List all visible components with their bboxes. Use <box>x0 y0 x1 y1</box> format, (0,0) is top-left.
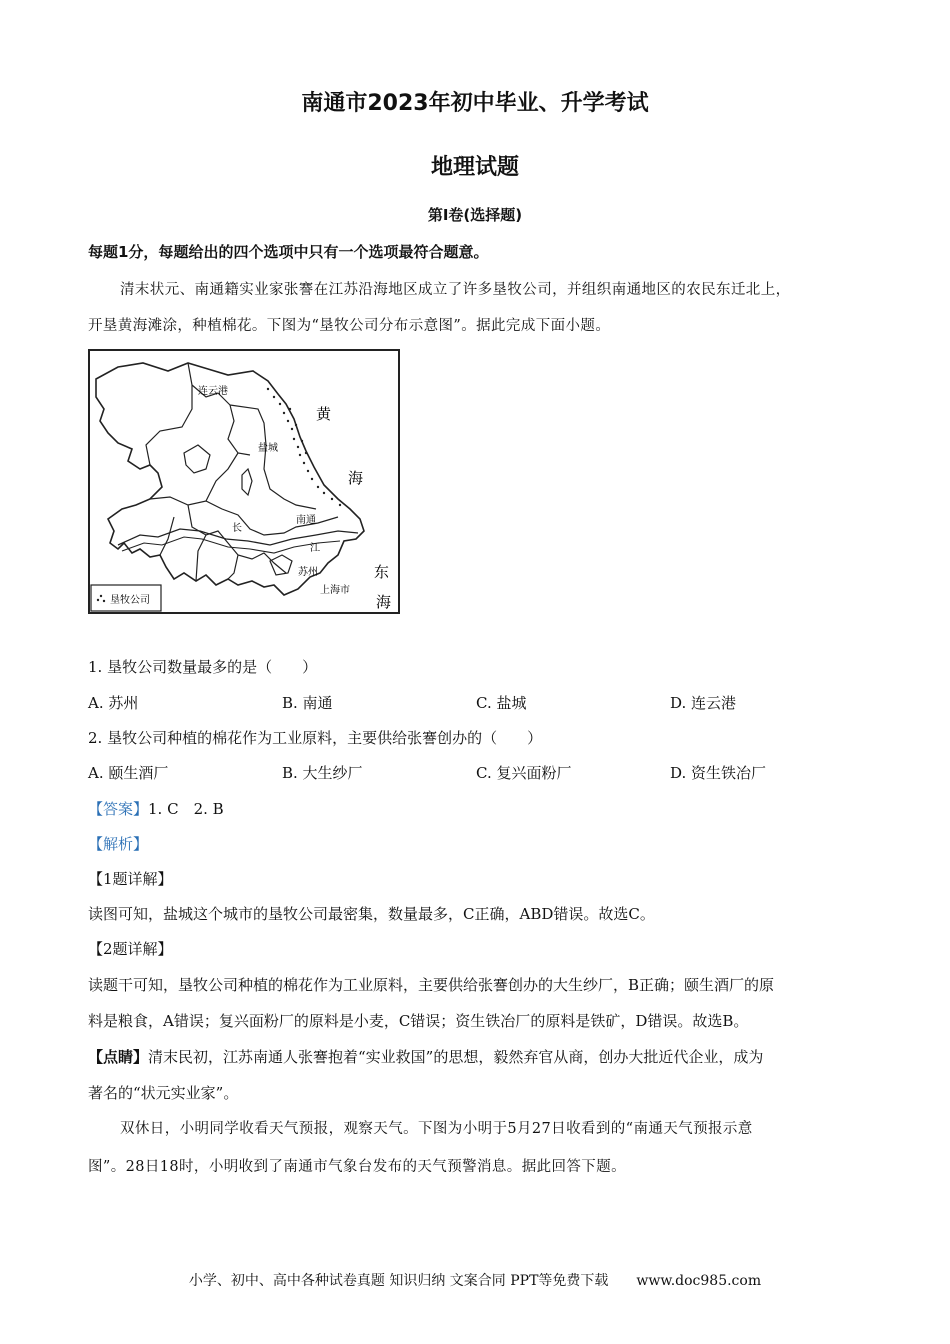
tip-tag: 【点睛】 <box>88 1048 149 1066</box>
label-chang: 长 <box>232 523 242 534</box>
q2-option-c: C. 复兴面粉厂 <box>476 764 572 782</box>
answer-text: 1. C 2. B <box>148 800 224 818</box>
q2-stem: 2. 垦牧公司种植的棉花作为工业原料，主要供给张謇创办的（ ） <box>88 729 543 747</box>
q2-option-d: D. 资生铁冶厂 <box>670 764 767 782</box>
detail2-line2: 料是粮食，A错误；复兴面粉厂的原料是小麦，C错误；资生铁冶厂的原料是铁矿，D错误。故选B。 <box>88 1012 749 1030</box>
label-yancheng: 盐城 <box>258 443 278 454</box>
label-shanghai: 上海市 <box>320 585 350 596</box>
label-hai2: 海 <box>376 593 392 611</box>
detail1-title: 【1题详解】 <box>88 870 173 888</box>
passage1-line2: 开垦黄海滩涂，种植棉花。下图为“垦牧公司分布示意图”。据此完成下面小题。 <box>88 318 611 334</box>
passage2-line2: 图”。28日18时，小明收到了南通市气象台发布的天气预警消息。据此回答下题。 <box>88 1159 627 1175</box>
q1-option-a: A. 苏州 <box>88 694 139 712</box>
answer-line <box>88 798 224 819</box>
q1-option-d: D. 连云港 <box>670 694 737 712</box>
analysis-tag: 【解析】 <box>88 835 149 853</box>
label-jiang: 江 <box>310 543 320 554</box>
tip-line2: 著名的“状元实业家”。 <box>88 1084 239 1102</box>
label-huang: 黄 <box>316 405 332 423</box>
section-title: 第Ⅰ卷(选择题) <box>427 206 523 224</box>
jiangsu-map <box>88 349 400 614</box>
passage2-line1: 双休日，小明同学收看天气预报，观察天气。下图为小明于5月27日收看到的“南通天气预报示意 <box>120 1121 753 1137</box>
tip-text1: 清末民初，江苏南通人张謇抱着“实业救国”的思想，毅然弃官从商，创办大批近代企业，成为 <box>148 1048 764 1066</box>
detail2-title: 【2题详解】 <box>88 940 173 958</box>
tip-line1 <box>88 1046 763 1067</box>
exam-title: 南通市2023年初中毕业、升学考试 <box>301 91 649 116</box>
label-hai1: 海 <box>348 469 364 487</box>
map-figure <box>88 349 400 614</box>
label-suzhou: 苏州 <box>298 567 318 578</box>
footer: 小学、初中、高中各种试卷真题 知识归纳 文案合同 PPT等免费下载 www.doc985.com <box>188 1273 762 1289</box>
subject-title: 地理试题 <box>430 155 519 180</box>
label-nantong: 南通 <box>296 515 316 526</box>
q1-option-c: C. 盐城 <box>476 694 527 712</box>
q1-option-b: B. 南通 <box>282 694 333 712</box>
q2-option-a: A. 颐生酒厂 <box>88 764 169 782</box>
legend-label: 垦牧公司 <box>110 595 150 606</box>
passage1-line1: 清末状元、南通籍实业家张謇在江苏沿海地区成立了许多垦牧公司，并组织南通地区的农民东迁北上， <box>120 282 791 298</box>
label-dong: 东 <box>374 563 390 581</box>
detail1-text: 读图可知，盐城这个城市的垦牧公司最密集，数量最多，C正确，ABD错误。故选C。 <box>88 905 655 923</box>
q2-option-b: B. 大生纱厂 <box>282 764 363 782</box>
answer-tag: 【答案】 <box>88 800 149 818</box>
label-lianyungang: 连云港 <box>198 386 228 397</box>
detail2-line1: 读题干可知，垦牧公司种植的棉花作为工业原料，主要供给张謇创办的大生纱厂，B正确；颐生酒厂的原 <box>88 976 775 994</box>
q1-stem: 1. 垦牧公司数量最多的是（ ） <box>88 658 318 676</box>
instruction: 每题1分，每题给出的四个选项中只有一个选项最符合题意。 <box>88 243 489 261</box>
